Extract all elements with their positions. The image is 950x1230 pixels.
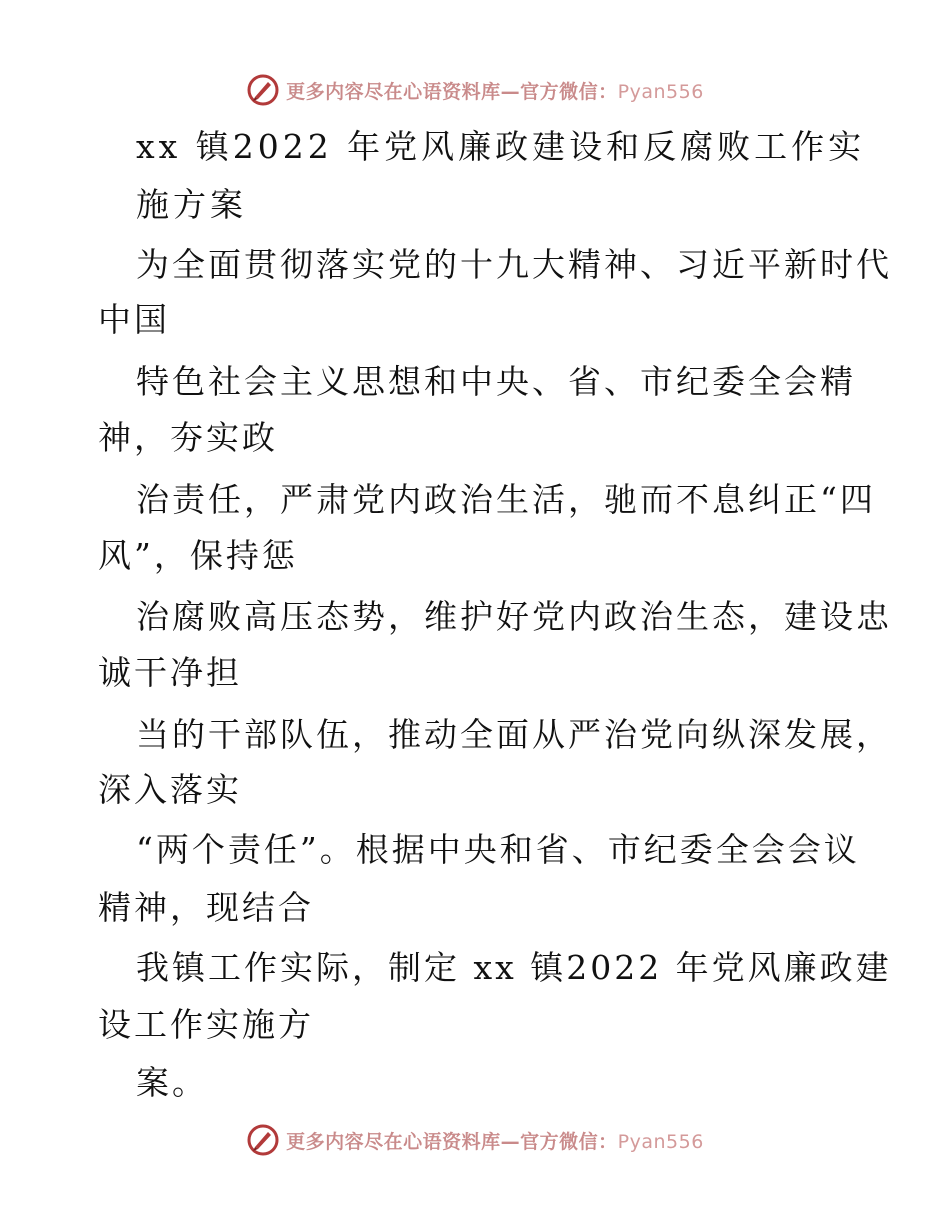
watermark-wechat-id: Pyan556 xyxy=(617,1130,704,1153)
body-line: 治责任，严肃党内政治生活，驰而不息纠正“四 xyxy=(136,480,876,519)
body-line: 当的干部队伍，推动全面从严治党向纵深发展， xyxy=(136,715,892,754)
body-line: 特色社会主义思想和中央、省、市纪委全会精 xyxy=(136,362,856,401)
body-line: 我镇工作实际，制定 xx 镇2022 年党风廉政建 xyxy=(136,948,892,987)
footer-watermark xyxy=(0,1120,950,1160)
body-line: 为全面贯彻落实党的十九大精神、习近平新时代 xyxy=(136,245,892,284)
body-line: 设工作实施方 xyxy=(98,1005,314,1044)
body-line: 风”，保持惩 xyxy=(98,536,298,575)
body-line: 神，夯实政 xyxy=(98,418,278,457)
pen-logo-icon xyxy=(246,1123,280,1157)
body-line: 案。 xyxy=(136,1063,208,1102)
watermark-wechat-id: Pyan556 xyxy=(617,80,704,103)
body-line: 中国 xyxy=(98,300,170,339)
body-line: “两个责任”。根据中央和省、市纪委全会会议 xyxy=(136,830,860,869)
body-line: 治腐败高压态势，维护好党内政治生态，建设忠 xyxy=(136,597,892,636)
watermark-text: 更多内容尽在心语资料库—官方微信：Pyan556 xyxy=(286,80,704,103)
body-line: 诚干净担 xyxy=(98,653,242,692)
document-title-line-2: 施方案 xyxy=(136,185,247,224)
watermark-text: 更多内容尽在心语资料库—官方微信：Pyan556 xyxy=(286,1130,704,1153)
body-line: 深入落实 xyxy=(98,770,242,809)
document-title-line-1: xx 镇2022 年党风廉政建设和反腐败工作实 xyxy=(136,127,866,166)
body-line: 精神，现结合 xyxy=(98,888,314,927)
